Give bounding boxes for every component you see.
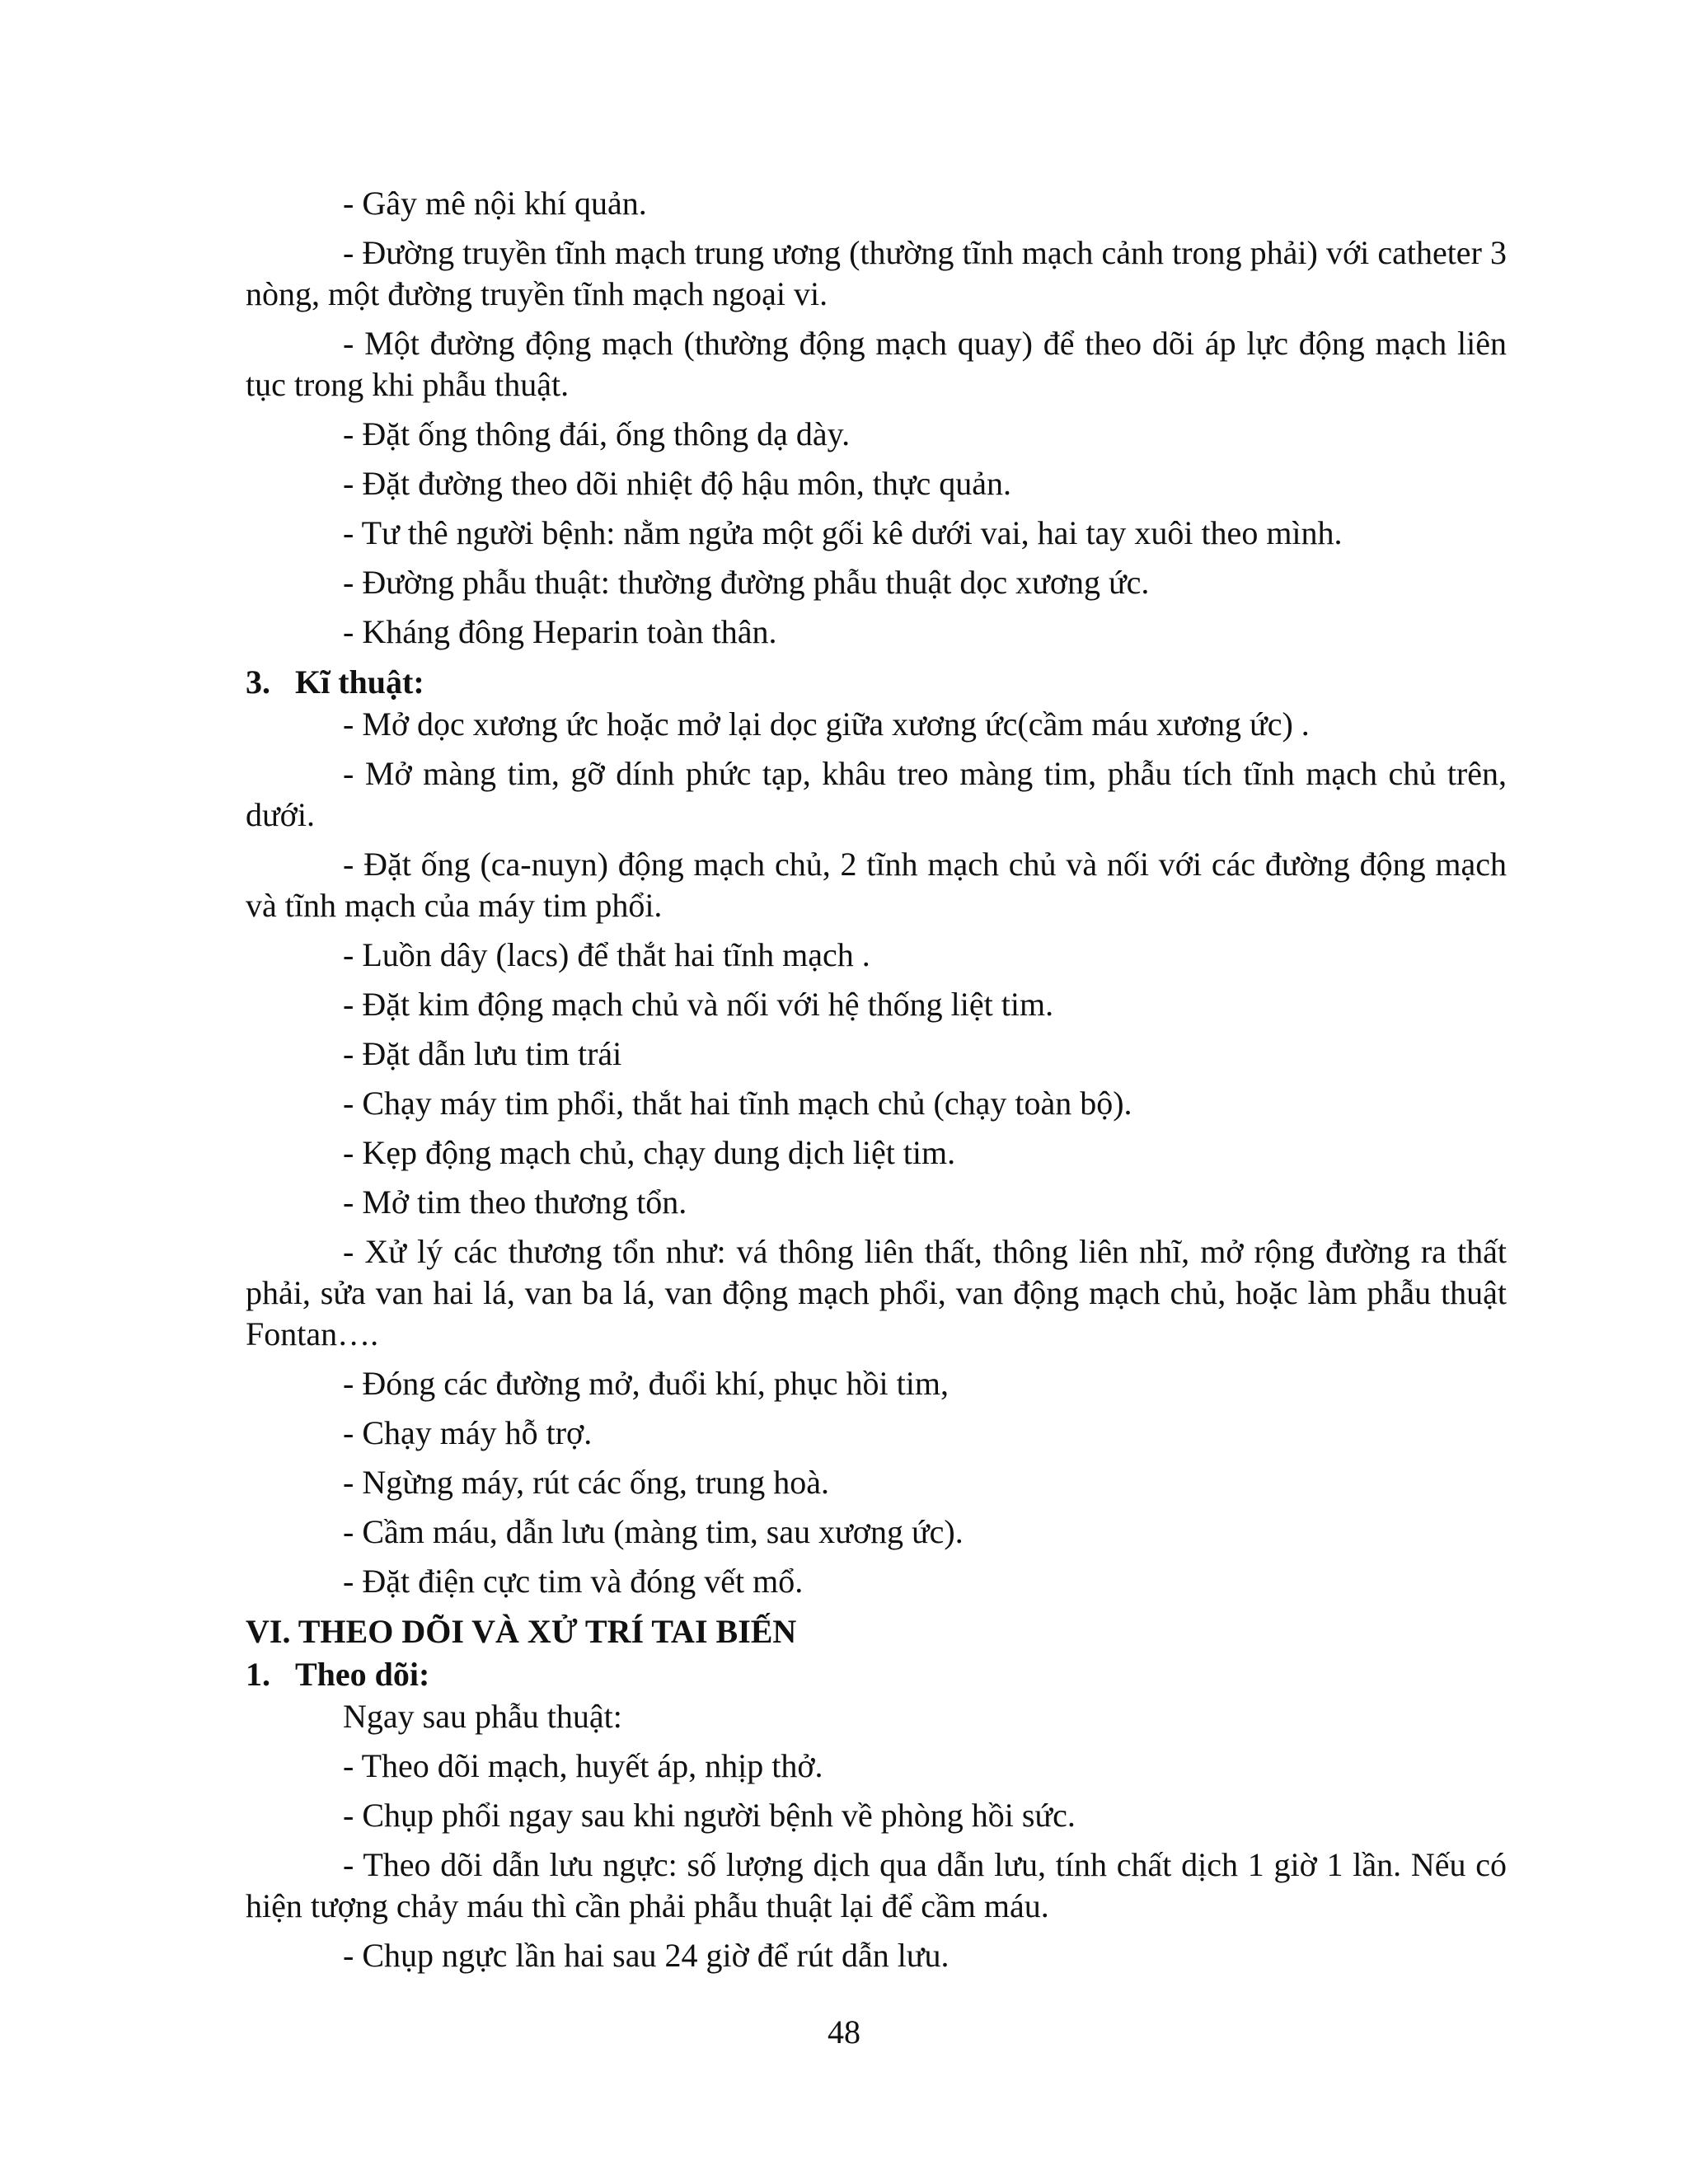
- paragraph: - Cầm máu, dẫn lưu (màng tim, sau xương ức).: [343, 1513, 964, 1550]
- heading-number: 1.: [246, 1656, 270, 1693]
- heading-number: 3.: [246, 663, 270, 701]
- paragraph: - Đường phẫu thuật: thường đường phẫu thuật dọc xương ức.: [343, 564, 1150, 601]
- paragraph: - Đặt dẫn lưu tim trái: [343, 1035, 622, 1072]
- paragraph: - Đặt đường theo dõi nhiệt độ hậu môn, thực quản.: [343, 465, 1012, 502]
- section-heading-technique: [246, 661, 1507, 704]
- paragraph: - Chụp ngực lần hai sau 24 giờ để rút dẫn lưu.: [343, 1937, 950, 1974]
- paragraph: - Tư thê người bệnh: nằm ngửa một gối kê dưới vai, hai tay xuôi theo mình.: [343, 514, 1343, 551]
- paragraph: - Chụp phổi ngay sau khi người bệnh về phòng hồi sức.: [343, 1797, 1076, 1834]
- paragraph: - Mở tim theo thương tổn.: [343, 1183, 687, 1221]
- paragraph: - Xử lý các thương tổn như: vá thông liên thất, thông liên nhĩ, mở rộng đường ra thất phải, sửa van hai lá, van ba lá, van động mạch phổi, van động mạch chủ, hoặc làm phẫu thuật Fontan….: [246, 1233, 1507, 1352]
- paragraph: - Đặt điện cực tim và đóng vết mổ.: [343, 1563, 804, 1600]
- paragraph: - Luồn dây (lacs) để thắt hai tĩnh mạch .: [343, 936, 870, 973]
- paragraph: - Đường truyền tĩnh mạch trung ương (thường tĩnh mạch cảnh trong phải) với catheter 3 nòng, một đường truyền tĩnh mạch ngoại vi.: [246, 234, 1507, 312]
- paragraph: - Theo dõi dẫn lưu ngực: số lượng dịch qua dẫn lưu, tính chất dịch 1 giờ 1 lần. Nếu có hiện tượng chảy máu thì cần phải phẫu thuật lại để cầm máu.: [246, 1846, 1507, 1924]
- paragraph: - Kháng đông Heparin toàn thân.: [343, 613, 777, 650]
- page-content: [246, 183, 1507, 1985]
- page-number: 48: [828, 2013, 860, 2050]
- heading-text: Kĩ thuật:: [295, 663, 424, 701]
- paragraph: - Chạy máy tim phổi, thắt hai tĩnh mạch chủ (chạy toàn bộ).: [343, 1085, 1132, 1122]
- paragraph: - Theo dõi mạch, huyết áp, nhịp thở.: [343, 1747, 823, 1784]
- paragraph: - Đặt ống thông đái, ống thông dạ dày.: [343, 415, 851, 452]
- paragraph: - Một đường động mạch (thường động mạch quay) để theo dõi áp lực động mạch liên tục trong khi phẫu thuật.: [246, 325, 1507, 403]
- paragraph: - Đặt ống (ca-nuyn) động mạch chủ, 2 tĩnh mạch chủ và nối với các đường động mạch và tĩnh mạch của máy tim phổi.: [246, 846, 1507, 924]
- paragraph: - Kẹp động mạch chủ, chạy dung dịch liệt tim.: [343, 1134, 956, 1171]
- paragraph: - Mở dọc xương ức hoặc mở lại dọc giữa xương ức(cầm máu xương ức) .: [343, 705, 1310, 743]
- paragraph: - Mở màng tim, gỡ dính phức tạp, khâu treo màng tim, phẫu tích tĩnh mạch chủ trên, dưới.: [246, 755, 1507, 833]
- chapter-heading: VI. THEO DÕI VÀ XỬ TRÍ TAI BIẾN: [246, 1613, 797, 1650]
- paragraph: - Chạy máy hỗ trợ.: [343, 1414, 593, 1451]
- intro-line: Ngay sau phẫu thuật:: [343, 1698, 622, 1735]
- section-heading-monitoring: [246, 1653, 1507, 1696]
- paragraph: - Đặt kim động mạch chủ và nối với hệ thống liệt tim.: [343, 986, 1054, 1023]
- paragraph: - Đóng các đường mở, đuổi khí, phục hồi tim,: [343, 1365, 949, 1402]
- paragraph: - Gây mê nội khí quản.: [343, 185, 647, 222]
- paragraph: - Ngừng máy, rút các ống, trung hoà.: [343, 1464, 830, 1501]
- heading-text: Theo dõi:: [295, 1656, 430, 1693]
